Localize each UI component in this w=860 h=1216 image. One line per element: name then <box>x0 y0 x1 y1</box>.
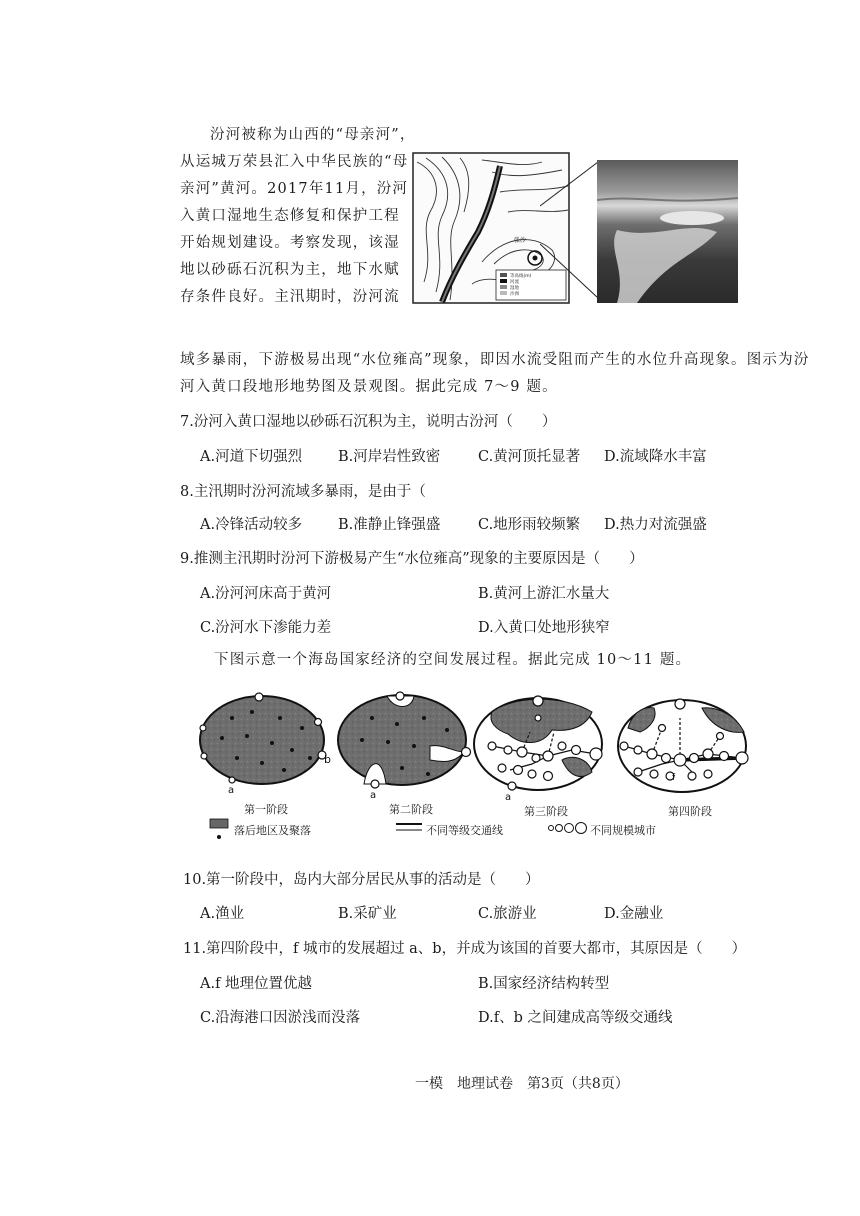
passage-line: 开始规划建设。考察发现，该湿 <box>180 235 400 251</box>
question-8-option-d[interactable]: D.热力对流强盛 <box>604 517 707 533</box>
question-7-stem: 7.汾河入黄口湿地以砂砾石沉积为主，说明古汾河（ ） <box>180 414 557 430</box>
landscape-photo <box>597 160 738 303</box>
map-legend-label: 河流 <box>510 280 519 285</box>
question-9-stem: 9.推测主汛期时汾河下游极易产生“水位雍高”现象的主要原因是（ ） <box>180 551 644 567</box>
map-legend-label: 沙洲 <box>510 292 519 297</box>
stage-2-island <box>338 692 471 801</box>
point-label-a: a <box>228 785 235 796</box>
legend-backward-areas: 落后地区及聚落 <box>234 824 311 837</box>
stage-4-caption: 第四阶段 <box>668 805 712 818</box>
question-8-option-c[interactable]: C.地形雨较频繁 <box>478 517 581 533</box>
question-10-option-b[interactable]: B.采矿业 <box>338 906 397 922</box>
stage-3-caption: 第三阶段 <box>524 805 568 818</box>
callout-lines <box>540 160 600 300</box>
point-label-a: a <box>505 792 512 803</box>
question-7-option-a[interactable]: A.河道下切强烈 <box>200 449 303 465</box>
question-9-option-a[interactable]: A.汾河河床高于黄河 <box>200 586 332 602</box>
question-10-option-c[interactable]: C.旅游业 <box>478 906 537 922</box>
question-11-option-b[interactable]: B.国家经济结构转型 <box>478 976 610 992</box>
passage-1-continued <box>180 347 810 401</box>
passage-line: 河入黄口段地形地势图及景观图。据此完成 7～9 题。 <box>180 379 558 395</box>
passage-line: 从运城万荣县汇入中华民族的“母 <box>180 154 409 170</box>
question-11-option-a[interactable]: A.f 地理位置优越 <box>200 976 313 992</box>
passage-line: 亲河”黄河。2017年11月，汾河 <box>180 181 409 197</box>
question-7-option-b[interactable]: B.河岸岩性致密 <box>338 449 441 465</box>
point-label-b: b <box>324 753 331 766</box>
point-label-f: f <box>672 773 676 783</box>
question-10-stem: 10.第一阶段中，岛内大部分居民从事的活动是（ ） <box>183 872 540 888</box>
point-label-a: a <box>370 790 377 801</box>
map-legend-label: 等高线(m) <box>510 274 532 279</box>
legend-transport-lines: 不同等级交通线 <box>426 824 503 837</box>
stage-3-island <box>474 696 602 803</box>
question-11-option-d[interactable]: D.f、b 之间建成高等级交通线 <box>478 1010 673 1026</box>
stage-1-island <box>200 693 331 796</box>
stage-4-island <box>618 699 748 792</box>
stage-2-caption: 第二阶段 <box>389 803 433 816</box>
question-8-stem: 8.主汛期时汾河流域多暴雨，是由于（ <box>180 484 426 500</box>
legend-cities: 不同规模城市 <box>590 824 656 837</box>
passage-1-block <box>180 149 408 311</box>
question-7-option-c[interactable]: C.黄河顶托显著 <box>478 449 581 465</box>
map-legend-label: 湿地 <box>510 286 519 291</box>
passage-line: 汾河被称为山西的“母亲河”， <box>210 127 416 143</box>
village-label: 张沙 <box>514 237 527 244</box>
question-11-option-c[interactable]: C.沿海港口因淤浅而没落 <box>200 1010 361 1026</box>
question-10-option-d[interactable]: D.金融业 <box>604 906 664 922</box>
question-10-option-a[interactable]: A.渔业 <box>200 906 245 922</box>
stage-1-caption: 第一阶段 <box>244 803 288 816</box>
passage-line: 域多暴雨，下游极易出现“水位雍高”现象，即因水流受阻而产生的水位升高现象。图示为汾 <box>180 352 810 368</box>
question-7-option-d[interactable]: D.流域降水丰富 <box>604 449 707 465</box>
passage-line: 地以砂砾石沉积为主，地下水赋 <box>180 262 400 278</box>
passage-line: 存条件良好。主汛期时，汾河流 <box>180 289 400 305</box>
question-9-option-b[interactable]: B.黄河上游汇水量大 <box>478 586 610 602</box>
question-9-option-d[interactable]: D.入黄口处地形狭窄 <box>478 620 610 636</box>
question-11-stem: 11.第四阶段中，f 城市的发展超过 a、b，并成为该国的首要大都市，其原因是（ ） <box>183 941 747 957</box>
passage-line: 入黄口湿地生态修复和保护工程 <box>180 208 400 224</box>
question-8-option-b[interactable]: B.准静止锋强盛 <box>338 517 441 533</box>
passage-2-text: 下图示意一个海岛国家经济的空间发展过程。据此完成 10～11 题。 <box>214 652 692 668</box>
question-9-option-c[interactable]: C.汾河水下渗能力差 <box>200 620 332 636</box>
passage-1-text <box>210 122 416 149</box>
page-footer: 一模 地理试卷 第3页（共8页） <box>415 1076 629 1092</box>
question-8-option-a[interactable]: A.冷锋活动较多 <box>200 517 303 533</box>
